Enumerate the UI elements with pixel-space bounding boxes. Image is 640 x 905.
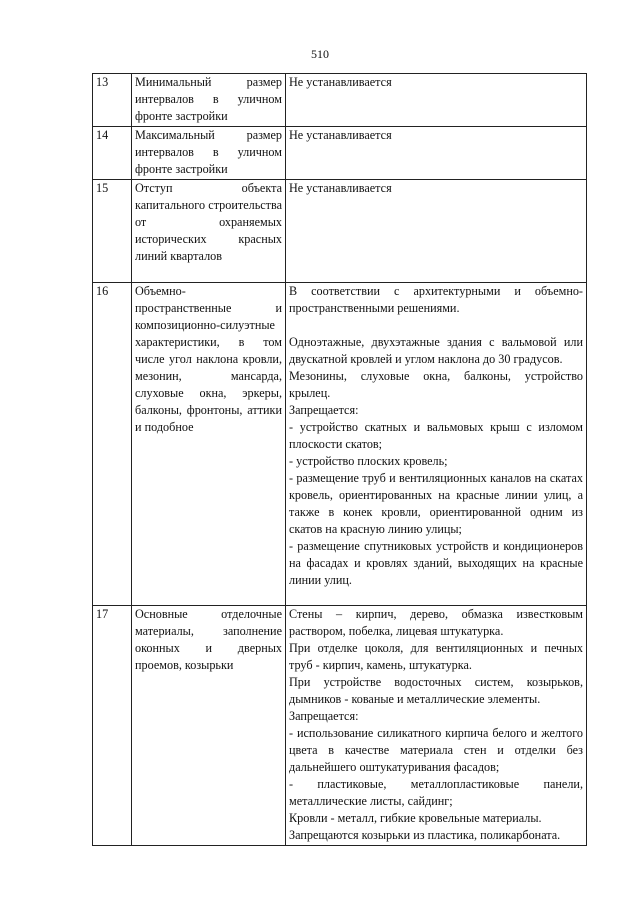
table-row <box>93 283 587 606</box>
value-paragraph: - размещение труб и вентиляционных каналов на скатах кровель, ориентированных на красные линии улиц, а также в конек кровли, ориентированной одним из скатов на красную линию улицы; <box>289 471 583 536</box>
value-paragraph: При устройстве водосточных систем, козырьков, дымников - кованые и металлические элементы. <box>289 675 583 706</box>
row-number: 17 <box>93 606 132 846</box>
value-paragraph: - устройство плоских кровель; <box>289 454 448 468</box>
value-paragraph: Запрещается: <box>289 709 359 723</box>
page-number: 510 <box>311 47 329 61</box>
value-paragraph: При отделке цоколя, для вентиляционных и печных труб - кирпич, камень, штукатурка. <box>289 641 583 672</box>
row-number: 13 <box>93 74 132 127</box>
parameter-name: Основные отделочные материалы, заполнение оконных и дверных проемов, козырьки <box>132 606 286 846</box>
value-paragraph: Не устанавливается <box>289 128 392 142</box>
value-paragraph: Кровли - металл, гибкие кровельные материалы. <box>289 811 542 825</box>
value-paragraph: Запрещаются козырьки из пластика, поликарбоната. <box>289 828 561 842</box>
row-number: 16 <box>93 283 132 606</box>
row-number: 15 <box>93 180 132 283</box>
value-paragraph: - размещение спутниковых устройств и кондиционеров на фасадах и кровлях зданий, выходящих на красные линии улиц. <box>289 539 583 587</box>
table-row <box>93 606 587 846</box>
value-paragraph: - устройство скатных и вальмовых крыш с изломом плоскости скатов; <box>289 420 583 451</box>
table-row <box>93 74 587 127</box>
regulations-table <box>92 73 587 846</box>
value-paragraph: Одноэтажные, двухэтажные здания с вальмовой или двускатной кровлей и углом наклона до 30 градусов. <box>289 335 583 366</box>
value-paragraph: В соответствии с архитектурными и объемно-пространственными решениями. <box>289 284 583 315</box>
parameter-name: Максимальный размер интервалов в уличном фронте застройки <box>132 127 286 180</box>
parameter-value <box>286 283 587 606</box>
parameter-name: Объемно-пространственные и композиционно-силуэтные характеристики, в том числе угол наклона кровли, мезонин, мансарда, слуховые окна, эркеры, балконы, фронтоны, аттики и подобное <box>132 283 286 606</box>
table-row <box>93 127 587 180</box>
value-paragraph: - использование силикатного кирпича белого и желтого цвета в качестве материала стен и отделки без дальнейшего оштукатуривания фасадов; <box>289 726 583 774</box>
table-row <box>93 180 587 283</box>
value-paragraph: Мезонины, слуховые окна, балконы, устройство крылец. <box>289 369 583 400</box>
parameter-value <box>286 606 587 846</box>
value-paragraph: Не устанавливается <box>289 75 392 89</box>
parameter-value <box>286 74 587 127</box>
value-paragraph: Запрещается: <box>289 403 359 417</box>
parameter-value <box>286 127 587 180</box>
parameter-value <box>286 180 587 283</box>
value-paragraph: - пластиковые, металлопластиковые панели, металлические листы, сайдинг; <box>289 777 583 808</box>
row-number: 14 <box>93 127 132 180</box>
parameter-name: Отступ объекта капитального строительства от охраняемых исторических красных линий кварталов <box>132 180 286 283</box>
value-paragraph: Не устанавливается <box>289 181 392 195</box>
value-paragraph: Стены – кирпич, дерево, обмазка известковым раствором, побелка, лицевая штукатурка. <box>289 607 583 638</box>
parameter-name: Минимальный размер интервалов в уличном фронте застройки <box>132 74 286 127</box>
